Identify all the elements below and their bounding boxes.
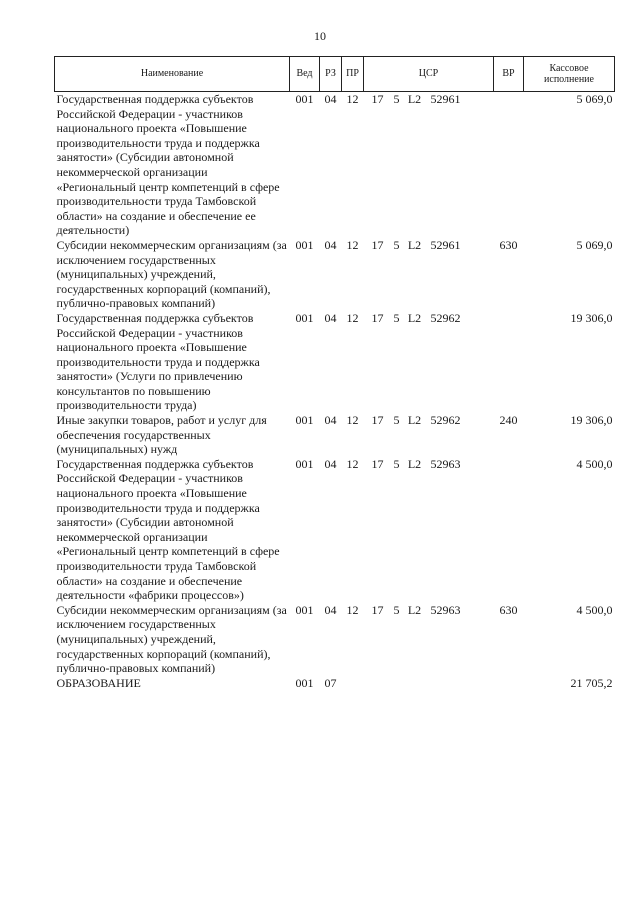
- csr-direction: L2: [407, 310, 422, 325]
- csr-code: 52961: [430, 92, 461, 106]
- csr-code: 52962: [430, 413, 461, 428]
- csr-program: 17: [371, 310, 384, 325]
- row-amount: 5 069,0: [576, 237, 613, 252]
- row-name: Субсидии некоммерческим организациям (за исключением государственных (муниципальных) учреждений, государственных корпораций (компаний), публично-правовых компаний): [56, 237, 287, 311]
- row-vr: [494, 92, 524, 238]
- row-name: Субсидии некоммерческим организациям (за исключением государственных (муниципальных) учреждений, государственных корпораций (компаний), публично-правовых компаний): [56, 602, 287, 676]
- row-amount: 5 069,0: [576, 92, 613, 106]
- csr-program: 17: [371, 413, 384, 428]
- csr-subprogram: 5: [393, 237, 400, 252]
- csr-code: 52962: [430, 310, 461, 325]
- row-ved: 001: [295, 237, 314, 252]
- row-vr: [494, 311, 524, 413]
- row-ved: 001: [295, 675, 314, 690]
- header-pr: ПР: [342, 57, 364, 92]
- csr-subprogram: 5: [393, 310, 400, 325]
- table-row: [55, 238, 615, 311]
- csr-subprogram: 5: [393, 602, 400, 617]
- row-pr: 12: [346, 602, 359, 617]
- row-vr: 240: [499, 413, 518, 428]
- table-row: [55, 676, 615, 691]
- page-number: 10: [314, 29, 326, 43]
- csr-direction: L2: [407, 413, 422, 428]
- header-name: Наименование: [55, 57, 290, 92]
- row-vr: [494, 676, 524, 691]
- csr-subprogram: 5: [393, 92, 400, 106]
- csr-direction: L2: [407, 456, 422, 471]
- row-name: Государственная поддержка субъектов Российской Федерации - участников национального проекта «Повышение производительности труда и поддержка занятости» (Субсидии автономной некоммерческой организации «Региональный центр компетенций в сфере производительности труда Тамбовской области» на создание и обеспечение ее деятельности): [56, 92, 280, 238]
- table-row: [55, 457, 615, 603]
- header-ved: Вед: [290, 57, 320, 92]
- row-pr: 12: [346, 92, 359, 106]
- row-csr: [364, 238, 494, 311]
- row-name: ОБРАЗОВАНИЕ: [56, 675, 141, 690]
- table-row: [55, 603, 615, 676]
- csr-program: 17: [371, 237, 384, 252]
- header-vr: ВР: [494, 57, 524, 92]
- row-rz: 07: [324, 675, 337, 690]
- row-csr: [364, 457, 494, 603]
- budget-table: [54, 56, 615, 690]
- csr-program: 17: [371, 456, 384, 471]
- row-name: Иные закупки товаров, работ и услуг для обеспечения государственных (муниципальных) нужд: [56, 413, 267, 457]
- row-rz: 04: [324, 602, 337, 617]
- row-ved: 001: [295, 456, 314, 471]
- csr-direction: L2: [407, 92, 422, 106]
- csr-code: 52961: [430, 237, 461, 252]
- row-csr: [364, 603, 494, 676]
- row-vr: [494, 457, 524, 603]
- row-name: Государственная поддержка субъектов Российской Федерации - участников национального проекта «Повышение производительности труда и поддержка занятости» (Услуги по привлечению консультантов по повышению производительности труда): [56, 310, 260, 413]
- row-vr: 630: [499, 237, 518, 252]
- csr-subprogram: 5: [393, 456, 400, 471]
- row-pr: 12: [346, 310, 359, 325]
- row-csr: [364, 676, 494, 691]
- csr-subprogram: 5: [393, 413, 400, 428]
- row-pr: [342, 676, 364, 691]
- csr-code: 52963: [430, 602, 461, 617]
- csr-code: 52963: [430, 456, 461, 471]
- row-pr: 12: [346, 237, 359, 252]
- row-csr: [364, 92, 494, 238]
- row-pr: 12: [346, 413, 359, 428]
- header-rz: РЗ: [320, 57, 342, 92]
- row-ved: 001: [295, 310, 314, 325]
- row-pr: 12: [346, 456, 359, 471]
- row-rz: 04: [324, 92, 337, 106]
- row-amount: 4 500,0: [576, 456, 613, 471]
- row-amount: 21 705,2: [570, 675, 613, 690]
- csr-direction: L2: [407, 602, 422, 617]
- csr-direction: L2: [407, 237, 422, 252]
- row-amount: 19 306,0: [570, 413, 613, 428]
- row-ved: 001: [295, 92, 314, 106]
- row-rz: 04: [324, 237, 337, 252]
- row-rz: 04: [324, 310, 337, 325]
- table-row: [55, 311, 615, 413]
- row-vr: 630: [499, 602, 518, 617]
- table-row: [55, 92, 615, 238]
- table-header-row: [55, 57, 615, 92]
- row-amount: 4 500,0: [576, 602, 613, 617]
- csr-program: 17: [371, 602, 384, 617]
- csr-program: 17: [371, 92, 384, 106]
- row-amount: 19 306,0: [570, 310, 613, 325]
- row-name: Государственная поддержка субъектов Российской Федерации - участников национального проекта «Повышение производительности труда и поддержка занятости» (Субсидии автономной некоммерческой организации «Региональный центр компетенций в сфере производительности труда Тамбовской области» на создание и обеспечение деятельности «фабрики процессов»): [56, 456, 280, 603]
- row-rz: 04: [324, 456, 337, 471]
- row-csr: [364, 311, 494, 413]
- table-row: [55, 413, 615, 457]
- row-ved: 001: [295, 602, 314, 617]
- header-csr: ЦСР: [364, 57, 494, 92]
- row-ved: 001: [295, 413, 314, 428]
- header-amount: Кассовое исполнение: [524, 57, 615, 92]
- row-csr: [364, 413, 494, 457]
- row-rz: 04: [324, 413, 337, 428]
